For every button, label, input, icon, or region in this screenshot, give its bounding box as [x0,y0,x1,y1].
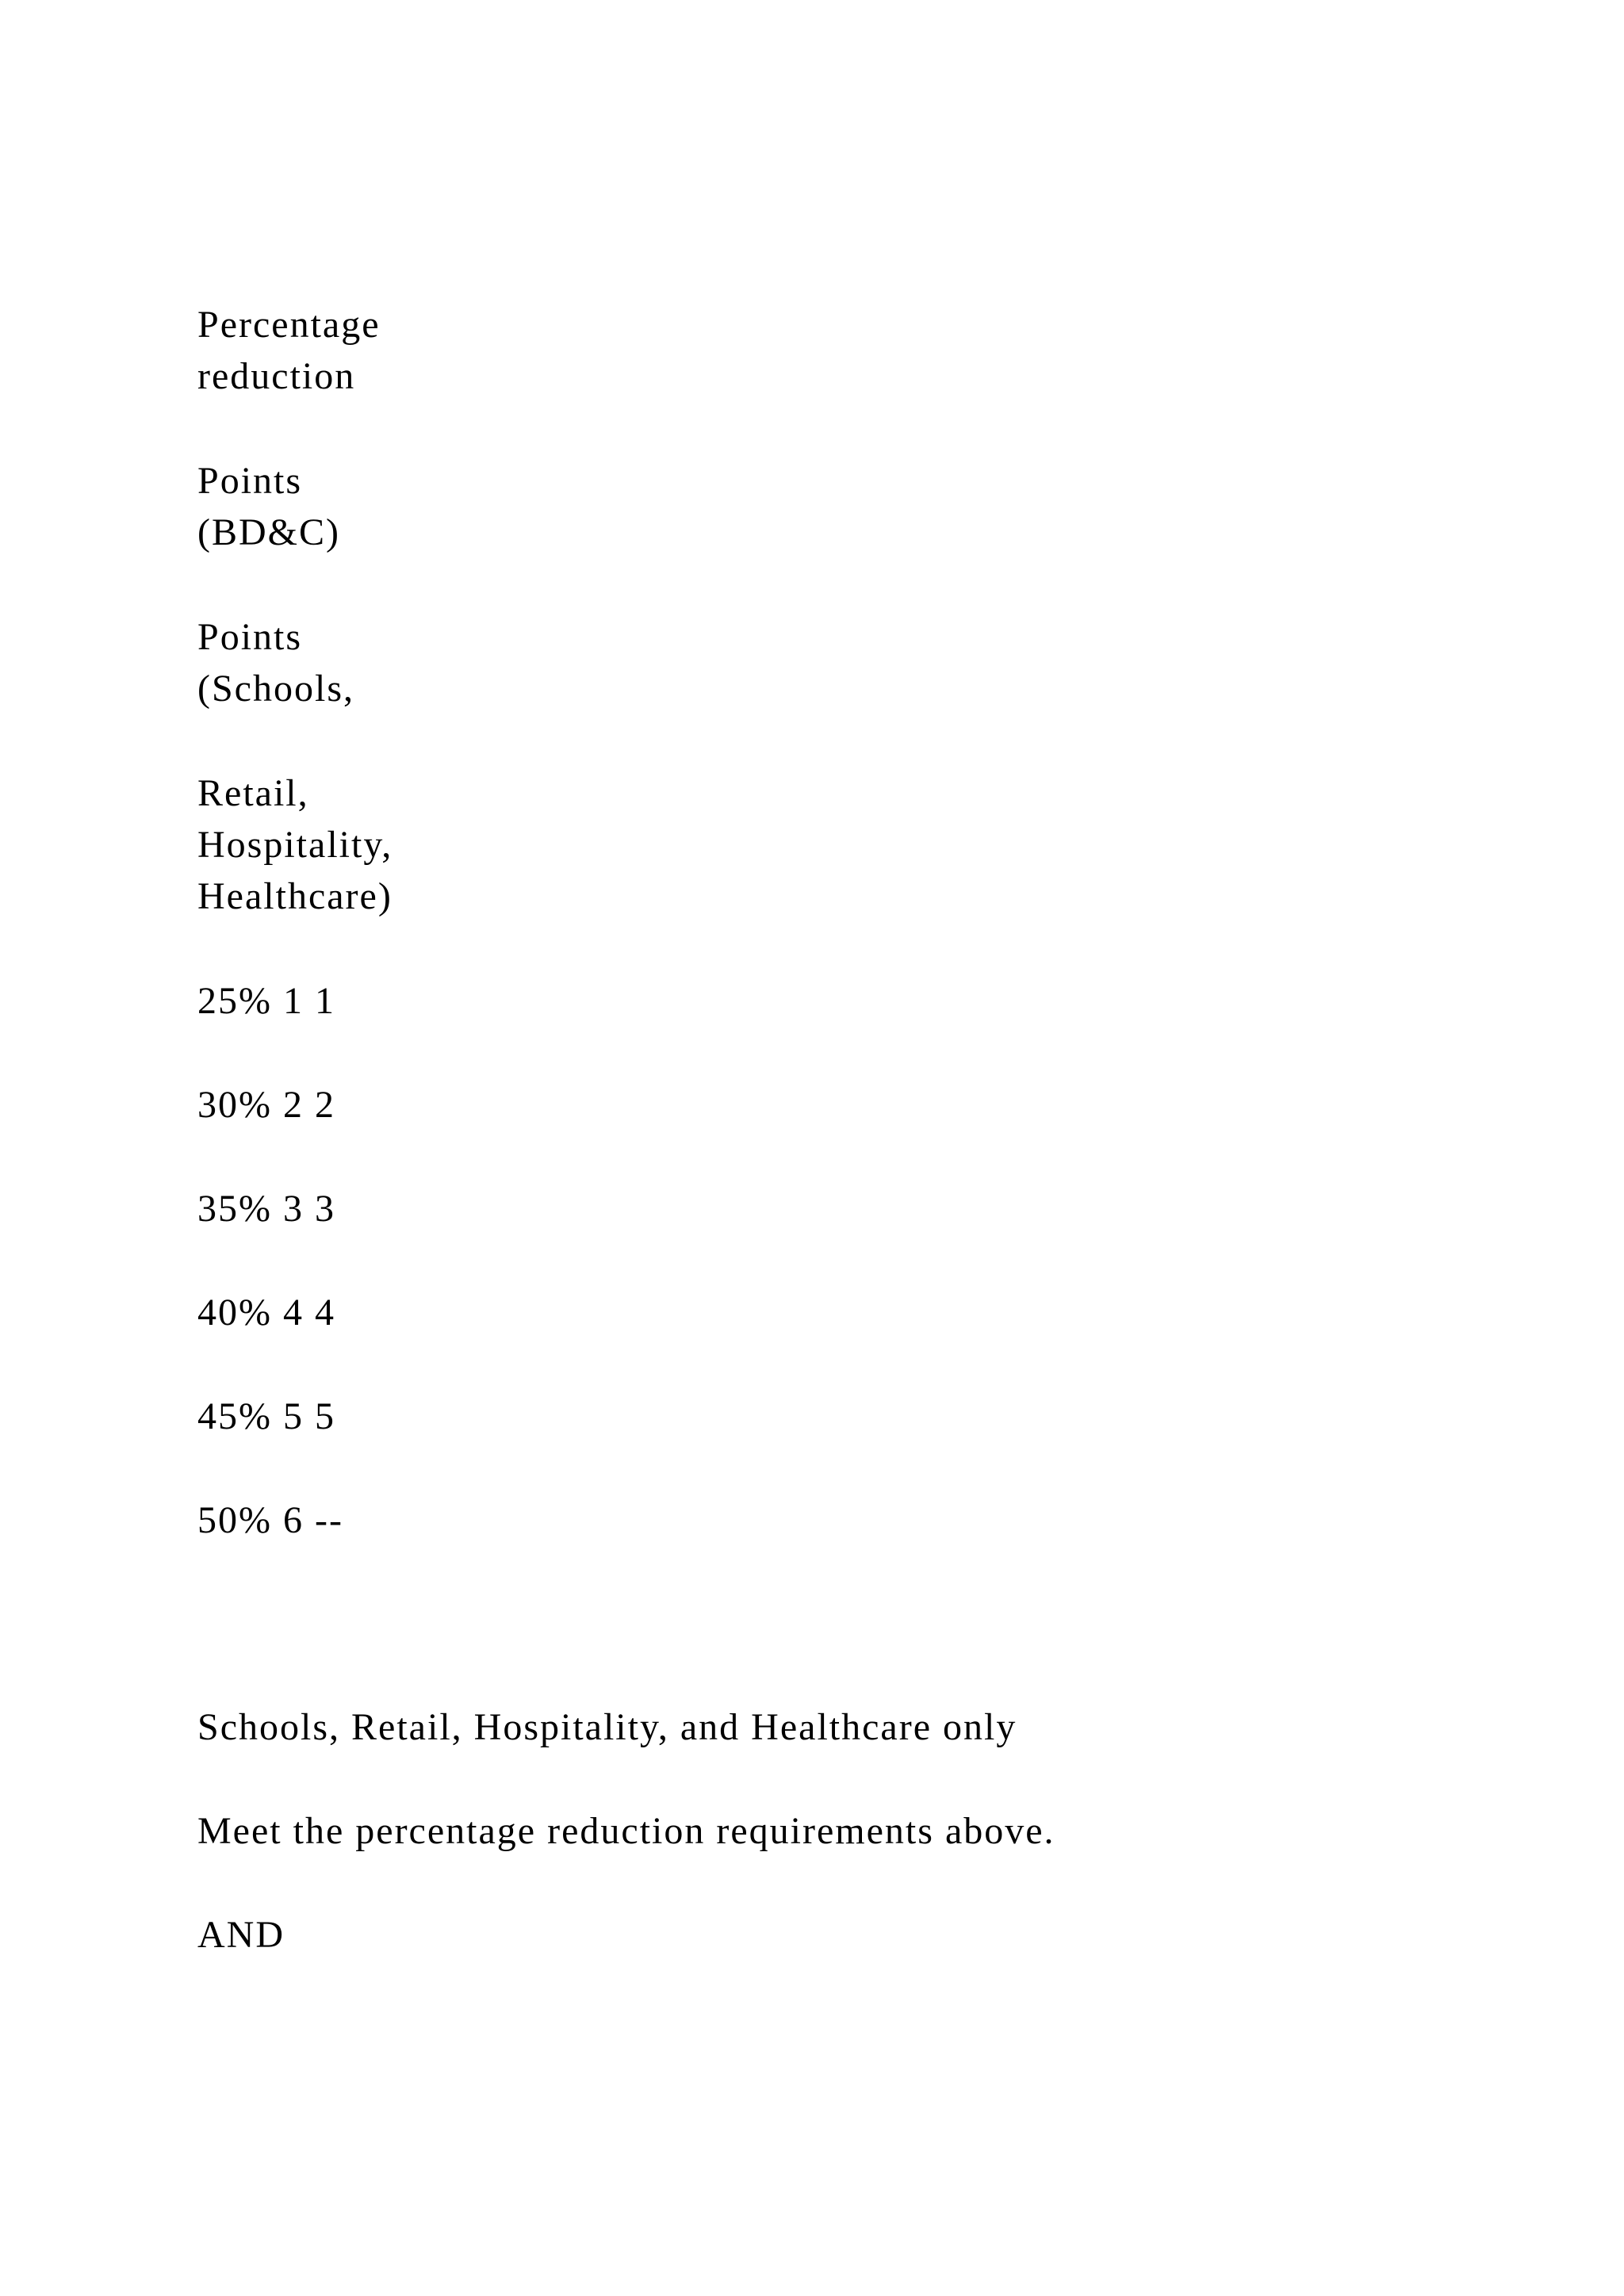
paragraph: Schools, Retail, Hospitality, and Healthcare only [197,1706,1017,1748]
header-line: Hospitality, [197,824,393,866]
table-row: 40% 4 4 [197,1292,335,1334]
header-line: Points [197,616,303,658]
paragraph: AND [197,1914,285,1956]
header-line: Points [197,460,303,502]
header-line: (BD&C) [197,511,340,553]
header-line: Healthcare) [197,875,393,917]
table-row: 25% 1 1 [197,980,335,1022]
table-row: 45% 5 5 [197,1395,335,1437]
paragraph: Meet the percentage reduction requirements above. [197,1810,1055,1852]
header-line: Percentage [197,304,381,346]
header-line: (Schools, [197,668,354,710]
table-row: 35% 3 3 [197,1188,335,1230]
table-row: 30% 2 2 [197,1084,335,1126]
header-line: reduction [197,355,356,397]
header-line: Retail, [197,772,309,814]
table-row: 50% 6 -- [197,1499,343,1541]
